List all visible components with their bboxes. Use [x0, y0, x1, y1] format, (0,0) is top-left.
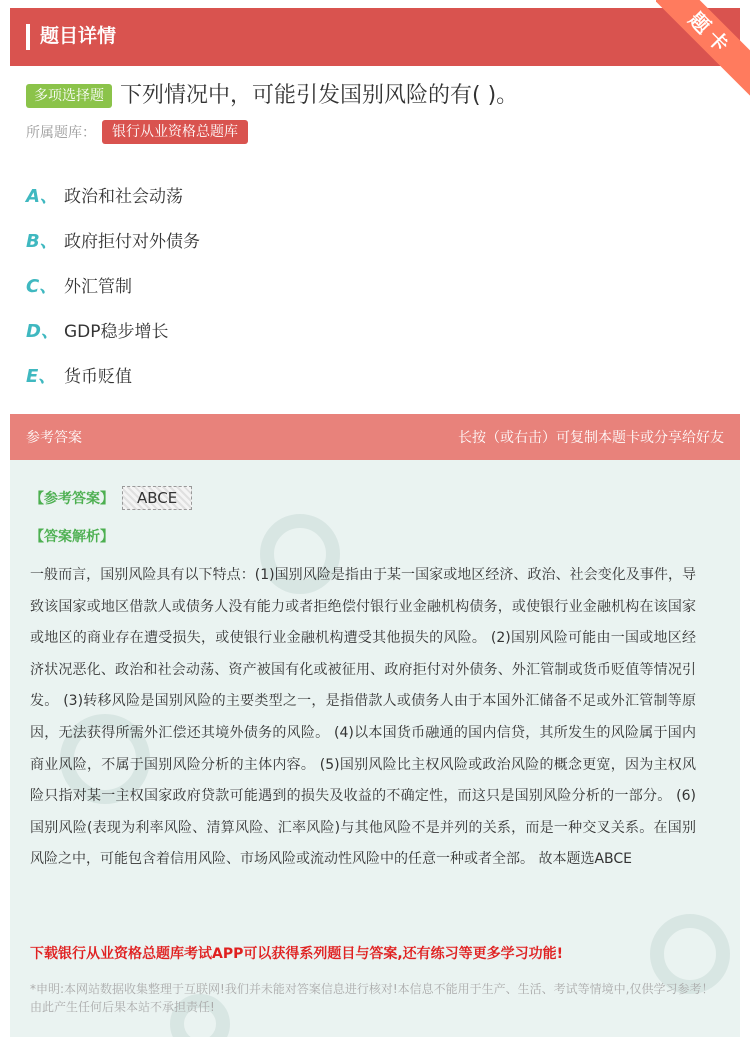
question-bank-link[interactable]: 银行从业资格总题库 [102, 120, 248, 144]
question-bank-label: 所属题库： [26, 125, 96, 141]
option-a[interactable] [26, 172, 200, 217]
question-line [26, 82, 518, 110]
option-letter: B、 [26, 230, 58, 252]
page-header [10, 8, 740, 66]
option-c[interactable] [26, 262, 200, 307]
ribbon-label: 题卡 [656, 0, 750, 96]
option-letter: A、 [26, 185, 58, 207]
answer-header [10, 414, 740, 460]
options-list [26, 172, 200, 397]
header-accent-bar [26, 24, 30, 50]
option-e[interactable] [26, 352, 200, 397]
option-letter: E、 [26, 365, 57, 387]
reference-answer-value[interactable]: ABCE [122, 486, 192, 510]
option-d[interactable] [26, 307, 200, 352]
option-text: 外汇管制 [64, 277, 132, 297]
answer-panel [10, 414, 740, 1037]
option-text: 政治和社会动荡 [64, 187, 183, 207]
question-card-ribbon [656, 0, 750, 96]
option-text: GDP稳步增长 [64, 322, 169, 342]
question-text: 下列情况中，可能引发国别风险的有( )。 [120, 83, 519, 108]
analysis-text: 一般而言，国别风险具有以下特点：(1)国别风险是指由于某一国家或地区经济、政治、社会变化及事件，导致该国家或地区借款人或债务人没有能力或者拒绝偿付银行业金融机构债务，或使银行业金融机构在该国家或地区的商业存在遭受损失，或使银行业金融机构遭受其他损失的风险。 (2)国别风险可能由一国或地区经济状况恶化、政治和社会动荡、资产被国有化或被征用、政府拒付对外债务、外汇管制或货币贬值等情况引发。 (3)转移风险是国别风险的主要类型之一，是指借款人或债务人由于本国外汇储备不足或外汇管制等原因，无法获得所需外汇偿还其境外债务的风险。 (4)以本国货币融通的国内信贷，其所发生的风险属于国内商业风险，不属于国别风险分析的主体内容。 (5)国别风险比主权风险或政治风险的概念更宽，因为主权风险只指对某一主权国家政府贷款可能遇到的损失及收益的不确定性，而这只是国别风险分析的一部分。 (6)国别风险(表现为利率风险、清算风险、汇率风险)与其他风险不是并列的关系，而是一种交叉关系。在国别风险之中，可能包含着信用风险、市场风险或流动性风险中的任意一种或者全部。 故本题选ABCE [30, 567, 696, 868]
option-letter: D、 [26, 320, 59, 342]
page-title: 题目详情 [40, 25, 117, 47]
answer-header-title: 参考答案 [26, 430, 82, 446]
option-text: 政府拒付对外债务 [64, 232, 200, 252]
question-type-tag: 多项选择题 [26, 84, 112, 108]
question-bank-line [26, 120, 248, 144]
reference-answer-label: 【参考答案】 [30, 491, 114, 507]
option-text: 货币贬值 [64, 367, 132, 387]
share-hint: 长按（或右击）可复制本题卡或分享给好友 [458, 430, 724, 446]
analysis-label: 【答案解析】 [30, 529, 114, 545]
disclaimer-text: *申明:本网站数据收集整理于互联网!我们并未能对答案信息进行核对!本信息不能用于生产、生活、考试等情境中,仅供学习参考！由此产生任何后果本站不承担责任! [30, 982, 714, 1014]
option-letter: C、 [26, 275, 58, 297]
reference-answer-line [30, 486, 192, 510]
option-b[interactable] [26, 217, 200, 262]
app-promo-text[interactable]: 下载银行从业资格总题库考试APP可以获得系列题目与答案,还有练习等更多学习功能! [30, 946, 564, 962]
